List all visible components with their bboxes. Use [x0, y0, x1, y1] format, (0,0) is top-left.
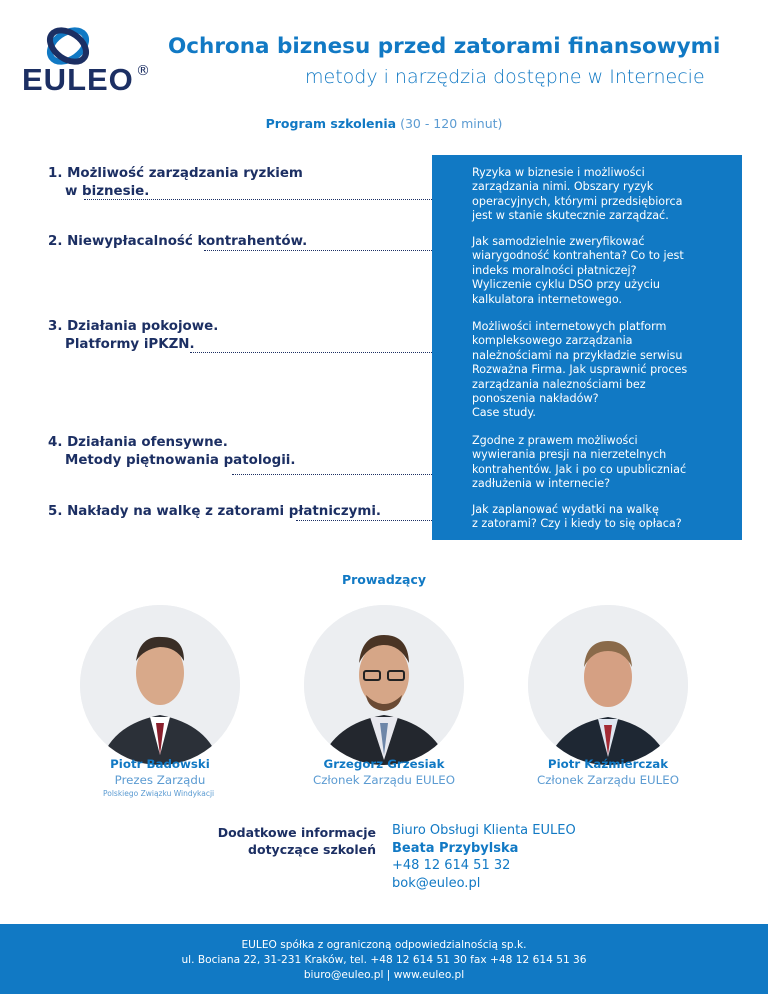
contact-office: Biuro Obsługi Klienta EULEO [392, 823, 576, 838]
person-icon [304, 605, 464, 765]
topic-4-leader [232, 474, 432, 475]
topic-1-line2: w biznesie. [65, 184, 150, 199]
desc-line: Jak samodzielnie zweryfikować [472, 235, 645, 248]
topic-2-line1: 2. Niewypłacalność kontrahentów. [48, 234, 308, 249]
desc-line: Zgodne z prawem możliwości [472, 434, 638, 447]
topic-5-leader [296, 520, 432, 521]
desc-line: zarządzania nimi. Obszary ryzyk [472, 180, 654, 194]
info-label [218, 824, 376, 858]
topic-1-line1: 1. Możliwość zarządzania ryzkiem [48, 166, 303, 181]
topic-1-description [472, 166, 700, 224]
contact-block [392, 822, 576, 892]
program-heading [0, 116, 768, 131]
logo-wordmark: EULEO [22, 62, 134, 97]
desc-line: ponoszenia nakładów? [472, 392, 599, 406]
footer-links[interactable]: biuro@euleo.pl | www.euleo.pl [303, 969, 465, 981]
desc-line: kalkulatora internetowego. [472, 292, 623, 306]
desc-line: Ryzyka w biznesie i możliwości [472, 166, 645, 179]
topic-2-leader [204, 250, 432, 251]
topic-4-line1: 4. Działania ofensywne. [48, 435, 228, 450]
presenter-3-photo [528, 605, 688, 765]
desc-line: należnościami na przykładzie serwisu [472, 348, 683, 362]
topic-1-leader [84, 199, 432, 200]
desc-line: zarządzania nalezności​ami bez [472, 377, 646, 391]
topic-4 [48, 434, 295, 470]
desc-line: wywierania presji na nierzetelnych [472, 448, 667, 462]
desc-line: Case study. [472, 406, 536, 420]
contact-person: Beata Przybylska [392, 840, 519, 856]
footer [0, 924, 768, 994]
contact-email[interactable]: bok@euleo.pl [392, 875, 481, 891]
presenter-3-role: Członek Zarządu EULEO [536, 773, 679, 787]
topic-3-line1: 3. Działania pokojowe. [48, 319, 219, 334]
footer-company: EULEO spółka z ograniczoną odpowiedzialnością sp.k. [241, 939, 527, 951]
topic-3-line2: Platformy iPKZN. [65, 337, 195, 352]
presenter-3-name: Piotr Kaźmierczak [547, 757, 669, 771]
registered-mark: ® [136, 63, 150, 79]
desc-line: Jak zaplanować wydatki na walkę [472, 503, 659, 516]
topic-4-line2: Metody piętnowania patologii. [65, 453, 296, 468]
contact-phone[interactable]: +48 12 614 51 32 [392, 858, 511, 873]
info-label-line1: Dodatkowe informacje [217, 825, 376, 840]
desc-line: Wyliczenie cyklu DSO przy użyciu [472, 278, 661, 292]
presenter-2-name: Grzegorz Grzesiak [323, 757, 445, 771]
topic-4-description [472, 434, 700, 492]
person-icon [528, 605, 688, 765]
desc-line: operacyjnych, którymi przedsiębiorca [472, 194, 683, 208]
desc-line: z zatorami? Czy i kiedy to się opłaca? [472, 517, 682, 531]
page-subtitle: metody i narzędzia dostępne w Internecie [305, 66, 705, 88]
desc-line: Możliwości internetowych platform [472, 320, 667, 333]
info-label-line2: dotyczące szkoleń [248, 842, 376, 857]
desc-line: jest w stanie skutecznie zarządzać. [472, 209, 669, 223]
program-label: Program szkolenia [265, 116, 397, 131]
topic-2-description [472, 235, 700, 307]
topic-2 [48, 233, 307, 251]
desc-line: Rozważna Firma. Jak usprawnić proces [472, 363, 688, 377]
presenter-1-role: Prezes Zarządu [114, 773, 206, 787]
desc-line: indeks moralności płatniczej? [472, 263, 637, 277]
program-duration: (30 - 120 minut) [400, 116, 503, 131]
page-title: Ochrona biznesu przed zatorami finansowymi [168, 34, 721, 59]
presenter-1-org: Polskiego Związku Windykacji [103, 789, 215, 798]
topic-3-leader [190, 352, 432, 353]
desc-line: zadłużenia w internecie? [472, 477, 611, 491]
person-icon [80, 605, 240, 765]
presenter-2-role: Członek Zarządu EULEO [312, 773, 455, 787]
desc-line: wiarygodność kontrahenta? Co to jest [472, 249, 684, 263]
desc-line: kompleksowego zarządzania [472, 334, 633, 348]
presenter-1-photo [80, 605, 240, 765]
topic-5-line1: 5. Nakłady na walkę z zatorami płatniczymi. [48, 504, 382, 519]
topic-3 [48, 318, 218, 354]
desc-line: kontrahentów. Jak i po co upubliczniać [472, 462, 687, 476]
presenter-1-name: Piotr Badowski [110, 757, 210, 771]
presenter-2-photo [304, 605, 464, 765]
topic-3-description [472, 320, 700, 421]
topic-5-description [472, 503, 700, 532]
footer-address: ul. Bociana 22, 31-231 Kraków, tel. +48 12 614 51 30 fax +48 12 614 51 36 [181, 954, 587, 966]
presenters-heading: Prowadzący [341, 572, 427, 587]
topic-5 [48, 503, 381, 521]
topic-1 [48, 165, 303, 201]
